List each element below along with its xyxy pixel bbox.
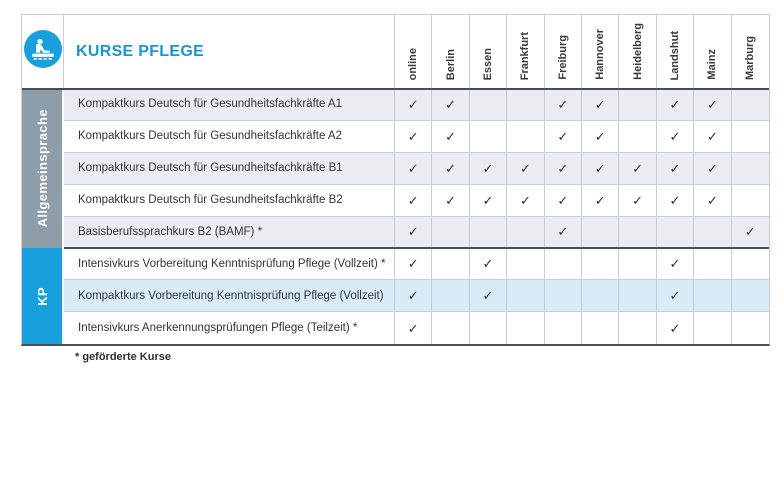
check-cell-empty xyxy=(582,217,619,249)
checkmark-icon: ✓ xyxy=(594,192,606,208)
check-cell-checked xyxy=(694,185,731,217)
checkmark-icon: ✓ xyxy=(669,192,681,208)
check-cell-empty xyxy=(694,248,731,280)
check-cell-checked xyxy=(507,185,544,217)
checkmark-icon: ✓ xyxy=(706,128,718,144)
check-cell-checked xyxy=(657,280,694,312)
checkmark-icon: ✓ xyxy=(669,288,681,304)
check-cell-checked xyxy=(545,217,582,249)
checkmark-icon: ✓ xyxy=(407,224,419,240)
check-cell-empty xyxy=(507,217,544,249)
check-cell-empty xyxy=(582,312,619,344)
checkmark-icon: ✓ xyxy=(407,128,419,144)
check-cell-empty xyxy=(432,312,469,344)
check-cell-empty xyxy=(694,312,731,344)
checkmark-icon: ✓ xyxy=(557,224,569,240)
sidebar-allgemeinsprache-label: Allgemeinsprache xyxy=(34,109,50,228)
column-header-label: Mainz xyxy=(706,49,719,80)
checkmark-icon: ✓ xyxy=(557,160,569,176)
check-cell-empty xyxy=(545,280,582,312)
column-header-label: Berlin xyxy=(444,48,457,80)
nursing-care-icon xyxy=(24,30,62,73)
check-cell-checked xyxy=(582,153,619,185)
checkmark-icon: ✓ xyxy=(407,320,419,336)
check-cell-checked xyxy=(432,89,469,121)
check-cell-checked xyxy=(432,185,469,217)
check-cell-empty xyxy=(732,248,769,280)
checkmark-icon: ✓ xyxy=(669,256,681,272)
checkmark-icon: ✓ xyxy=(632,160,644,176)
column-header-label: online xyxy=(407,47,420,80)
checkmark-icon: ✓ xyxy=(706,160,718,176)
row-label: Basisberufssprachkurs B2 (BAMF) * xyxy=(64,217,395,249)
check-cell-empty xyxy=(545,312,582,344)
check-cell-checked xyxy=(432,121,469,153)
check-cell-empty xyxy=(732,121,769,153)
checkmark-icon: ✓ xyxy=(706,192,718,208)
check-cell-checked xyxy=(657,121,694,153)
checkmark-icon: ✓ xyxy=(669,160,681,176)
checkmark-icon: ✓ xyxy=(407,160,419,176)
table-title: KURSE PFLEGE xyxy=(76,42,205,60)
column-header-label: Frankfurt xyxy=(519,31,532,80)
checkmark-icon: ✓ xyxy=(557,96,569,112)
check-cell-checked xyxy=(657,153,694,185)
checkmark-icon: ✓ xyxy=(445,96,457,112)
check-cell-empty xyxy=(470,312,507,344)
check-cell-checked xyxy=(582,89,619,121)
checkmark-icon: ✓ xyxy=(594,160,606,176)
check-cell-checked xyxy=(395,217,432,249)
check-cell-empty xyxy=(619,89,656,121)
column-header-mainz xyxy=(694,15,731,89)
check-cell-checked xyxy=(507,153,544,185)
check-cell-checked xyxy=(657,312,694,344)
checkmark-icon: ✓ xyxy=(482,256,494,272)
checkmark-icon: ✓ xyxy=(744,224,756,240)
course-city-matrix xyxy=(21,14,770,346)
column-header-online xyxy=(395,15,432,89)
check-cell-empty xyxy=(619,280,656,312)
check-cell-checked xyxy=(545,89,582,121)
check-cell-checked xyxy=(694,121,731,153)
check-cell-checked xyxy=(395,280,432,312)
check-cell-checked xyxy=(545,153,582,185)
header-separator xyxy=(22,88,769,90)
check-cell-empty xyxy=(657,217,694,249)
checkmark-icon: ✓ xyxy=(669,128,681,144)
column-header-essen xyxy=(470,15,507,89)
check-cell-empty xyxy=(732,153,769,185)
check-cell-empty xyxy=(507,280,544,312)
row-label: Intensivkurs Anerkennungsprüfungen Pflege (Teilzeit) * xyxy=(64,312,395,344)
check-cell-checked xyxy=(470,153,507,185)
checkmark-icon: ✓ xyxy=(407,192,419,208)
check-cell-checked xyxy=(470,280,507,312)
check-cell-checked xyxy=(545,185,582,217)
check-cell-empty xyxy=(507,312,544,344)
check-cell-empty xyxy=(694,280,731,312)
check-cell-empty xyxy=(507,89,544,121)
checkmark-icon: ✓ xyxy=(407,96,419,112)
check-cell-checked xyxy=(694,89,731,121)
checkmark-icon: ✓ xyxy=(407,288,419,304)
check-cell-empty xyxy=(470,89,507,121)
check-cell-checked xyxy=(470,185,507,217)
check-cell-empty xyxy=(470,217,507,249)
column-header-label: Essen xyxy=(481,47,494,80)
check-cell-checked xyxy=(732,217,769,249)
check-cell-empty xyxy=(732,280,769,312)
icon-cell xyxy=(22,15,64,89)
column-header-freiburg xyxy=(545,15,582,89)
footnote: * geförderte Kurse xyxy=(75,351,171,363)
column-header-hannover xyxy=(582,15,619,89)
check-cell-checked xyxy=(657,248,694,280)
check-cell-empty xyxy=(582,280,619,312)
check-cell-checked xyxy=(395,312,432,344)
checkmark-icon: ✓ xyxy=(482,160,494,176)
checkmark-icon: ✓ xyxy=(669,320,681,336)
check-cell-empty xyxy=(619,217,656,249)
check-cell-empty xyxy=(545,248,582,280)
checkmark-icon: ✓ xyxy=(482,288,494,304)
column-header-landshut xyxy=(657,15,694,89)
column-header-label: Landshut xyxy=(668,30,681,80)
row-label: Kompaktkurs Deutsch für Gesundheitsfachkräfte A1 xyxy=(64,89,395,121)
row-label: Kompaktkurs Deutsch für Gesundheitsfachkräfte A2 xyxy=(64,121,395,153)
check-cell-checked xyxy=(470,248,507,280)
column-header-frankfurt xyxy=(507,15,544,89)
check-cell-empty xyxy=(507,121,544,153)
column-header-berlin xyxy=(432,15,469,89)
row-label: Kompaktkurs Vorbereitung Kenntnisprüfung Pflege (Vollzeit) xyxy=(64,280,395,312)
row-label: Kompaktkurs Deutsch für Gesundheitsfachkräfte B2 xyxy=(64,185,395,217)
check-cell-checked xyxy=(619,185,656,217)
check-cell-checked xyxy=(395,89,432,121)
checkmark-icon: ✓ xyxy=(706,96,718,112)
check-cell-checked xyxy=(395,153,432,185)
check-cell-empty xyxy=(694,217,731,249)
check-cell-checked xyxy=(432,153,469,185)
check-cell-empty xyxy=(432,280,469,312)
check-cell-checked xyxy=(582,121,619,153)
checkmark-icon: ✓ xyxy=(519,192,531,208)
check-cell-checked xyxy=(545,121,582,153)
column-header-label: Hannover xyxy=(594,29,607,80)
check-cell-empty xyxy=(432,248,469,280)
section-separator xyxy=(64,247,769,249)
column-header-marburg xyxy=(732,15,769,89)
checkmark-icon: ✓ xyxy=(557,192,569,208)
check-cell-empty xyxy=(732,185,769,217)
check-cell-checked xyxy=(657,89,694,121)
check-cell-empty xyxy=(582,248,619,280)
column-header-heidelberg xyxy=(619,15,656,89)
checkmark-icon: ✓ xyxy=(445,192,457,208)
check-cell-checked xyxy=(582,185,619,217)
checkmark-icon: ✓ xyxy=(557,128,569,144)
check-cell-checked xyxy=(395,248,432,280)
check-cell-empty xyxy=(732,312,769,344)
column-header-label: Freiburg xyxy=(556,35,569,80)
checkmark-icon: ✓ xyxy=(482,192,494,208)
checkmark-icon: ✓ xyxy=(669,96,681,112)
checkmark-icon: ✓ xyxy=(407,256,419,272)
check-cell-checked xyxy=(395,121,432,153)
column-header-label: Heidelberg xyxy=(631,23,644,80)
check-cell-checked xyxy=(694,153,731,185)
sidebar-kp xyxy=(22,248,64,344)
check-cell-empty xyxy=(619,312,656,344)
table-title-cell xyxy=(64,15,395,89)
column-header-label: Marburg xyxy=(744,36,757,80)
checkmark-icon: ✓ xyxy=(519,160,531,176)
checkmark-icon: ✓ xyxy=(445,128,457,144)
checkmark-icon: ✓ xyxy=(445,160,457,176)
checkmark-icon: ✓ xyxy=(594,96,606,112)
check-cell-empty xyxy=(432,217,469,249)
checkmark-icon: ✓ xyxy=(632,192,644,208)
sidebar-allgemeinsprache xyxy=(22,89,64,248)
check-cell-checked xyxy=(619,153,656,185)
check-cell-empty xyxy=(619,248,656,280)
check-cell-checked xyxy=(657,185,694,217)
check-cell-checked xyxy=(395,185,432,217)
check-cell-empty xyxy=(470,121,507,153)
check-cell-empty xyxy=(619,121,656,153)
checkmark-icon: ✓ xyxy=(594,128,606,144)
check-cell-empty xyxy=(507,248,544,280)
check-cell-empty xyxy=(732,89,769,121)
row-label: Kompaktkurs Deutsch für Gesundheitsfachkräfte B1 xyxy=(64,153,395,185)
row-label: Intensivkurs Vorbereitung Kenntnisprüfung Pflege (Vollzeit) * xyxy=(64,248,395,280)
sidebar-kp-label: KP xyxy=(34,286,50,306)
